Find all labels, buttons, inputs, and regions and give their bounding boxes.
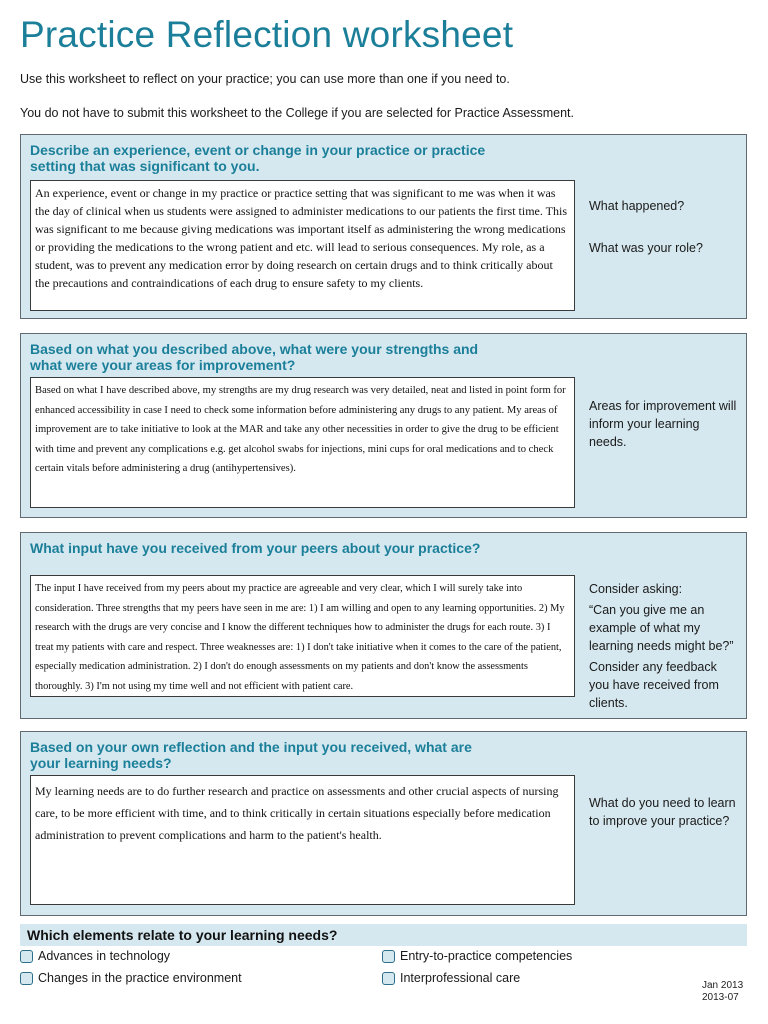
footer-code: 2013-07: [702, 992, 739, 1003]
prompt-text: Consider asking:: [589, 582, 683, 596]
checkbox-label: Advances in technology: [38, 949, 171, 963]
elements-header: [20, 924, 747, 946]
prompt-text: Areas for improvement will inform your learning needs.: [589, 399, 737, 449]
section-learning-needs: [20, 731, 747, 916]
prompt-panel: [589, 197, 739, 257]
checkbox-label: Entry-to-practice competencies: [400, 949, 573, 963]
checkbox-entry-to-practice[interactable]: [382, 949, 572, 963]
answer-field[interactable]: An experience, event or change in my practice or practice setting that was significant to me was when it was the day of clinical when us students were assigned to administer medications to our patients the first time. This was significant to me because giving medications was important itself as administering the wrong medications or providing the medications to the wrong patient and etc. will lead to serious consequences. My role, as a student, was to prevent any medication error by doing research on certain drugs and to think critically about the precautions and contraindications of each drug to ensure safety to my clients.: [30, 180, 575, 311]
prompt-text: Consider any feedback you have received from clients.: [589, 660, 719, 710]
checkbox-interprofessional-care[interactable]: [382, 971, 520, 985]
page-title: Practice Reflection worksheet: [20, 14, 514, 55]
prompt-panel: [589, 794, 739, 830]
intro-line-1: Use this worksheet to reflect on your practice; you can use more than one if you need to.: [20, 72, 510, 86]
answer-field[interactable]: Based on what I have described above, my strengths are my drug research was very detailed, neat and listed in point form for enhanced accessibility in case I need to check some information before administering any drugs to any patient. My areas of improvement are to take initiative to look at the MAR and take any other necessities in order to give the drug to be efficient with time and prevent any complications e.g. get alcohol swabs for injections, mini cups for oral medications and to check certain vitals before administering a drug (antihypertensives).: [30, 377, 575, 508]
prompt-text: What do you need to learn to improve your practice?: [589, 796, 736, 828]
prompt-panel: [589, 580, 739, 712]
checkbox-label: Changes in the practice environment: [38, 971, 242, 985]
section-peer-input: [20, 532, 747, 719]
intro-line-2: You do not have to submit this worksheet to the College if you are selected for Practice Assessment.: [20, 106, 575, 120]
section-strengths: [20, 333, 747, 518]
checkbox-box[interactable]: [382, 972, 395, 985]
checkbox-changes-in-practice-environment[interactable]: [20, 971, 242, 985]
prompt-panel: [589, 397, 739, 451]
section-experience: [20, 134, 747, 319]
checkbox-advances-in-technology[interactable]: [20, 949, 170, 963]
elements-title: Which elements relate to your learning needs?: [27, 927, 338, 943]
section-question: Based on what you described above, what were your strengths and what were your areas for improvement?: [30, 341, 479, 373]
section-question: What input have you received from your peers about your practice?: [30, 540, 481, 556]
checkbox-box[interactable]: [20, 950, 33, 963]
prompt-text: What happened?: [589, 199, 685, 213]
prompt-text: “Can you give me an example of what my learning needs might be?”: [589, 603, 734, 653]
answer-field[interactable]: My learning needs are to do further research and practice on assessments and other crucial aspects of nursing care, to be more efficient with time, and to think critically in certain situations especially before medication administration to prevent complications and harm to the patient's health.: [30, 775, 575, 905]
checkbox-box[interactable]: [382, 950, 395, 963]
footer-version: [702, 980, 743, 1004]
footer-date: Jan 2013: [702, 980, 744, 991]
checkbox-box[interactable]: [20, 972, 33, 985]
section-question: Based on your own reflection and the input you received, what are your learning needs?: [30, 739, 472, 771]
prompt-text: What was your role?: [589, 241, 703, 255]
checkbox-label: Interprofessional care: [400, 971, 521, 985]
answer-field[interactable]: The input I have received from my peers about my practice are agreeable and very clear, which I will surely take into consideration. Three strengths that my peers have seen in me are: 1) I am willing and open to any learning opportunities. 2) My research with the drugs are very concise and I know the different techniques how to administer the drugs for each route. 3) I treat my patients with care and respect. Three weaknesses are: 1) I don't take initiative when it comes to the care of the patient, especially medication administration. 2) I don't do enough assessments on my patients and don't know the assessments thoroughly. 3) I'm not using my time well and not efficient with patient care.: [30, 575, 575, 697]
section-question: Describe an experience, event or change in your practice or practice setting that was significant to you.: [30, 142, 486, 174]
